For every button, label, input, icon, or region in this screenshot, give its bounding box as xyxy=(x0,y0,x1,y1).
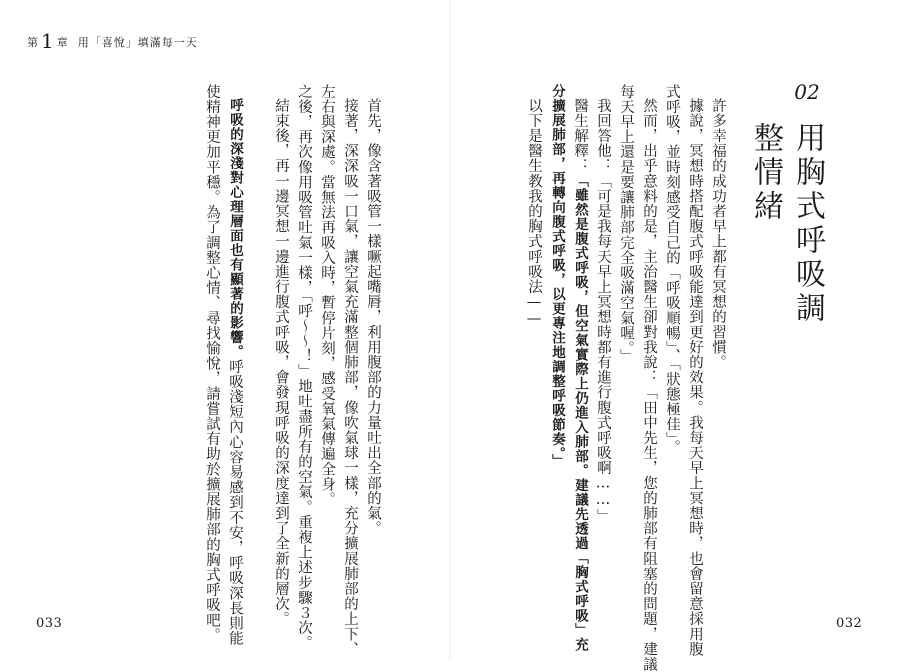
left-page-line-2: 接著，深深吸一口氣，讓空氣充滿整個肺部，像吹氣球一樣，充分擴展肺部的上下、 xyxy=(342,98,358,657)
left-page-line-5: 結束後，再一邊冥想一邊進行腹式呼吸，會發現呼吸的深度達到了全新的層次。 xyxy=(273,98,289,627)
left-page-line-1: 首先，像含著吸管一樣噘起嘴脣，利用腹部的力量吐出全部的氣。 xyxy=(365,98,381,536)
left-page-line-7: 使精神更加平穩。為了調整心情、尋找愉悅，請嘗試有助於擴展肺部的胸式呼吸吧。 xyxy=(204,84,220,643)
key-point-continuation: 呼吸淺短內心容易感到不安，呼吸深長則能 xyxy=(227,359,243,646)
right-page-line-4: 然而，出乎意料的是，主治醫生卻對我說：「田中先生，您的肺部有阻塞的問題，建議 xyxy=(641,98,657,672)
right-page-line-3: 式呼吸，並時刻感受自己的「呼吸順暢」、「狀態極佳」。 xyxy=(664,84,680,455)
doctor-explains: 醫生解釋： xyxy=(572,98,588,174)
chapter-title: 用「喜悅」填滿每一天 xyxy=(77,36,198,49)
section-title: 用胸式呼吸調整情緒 xyxy=(748,122,825,326)
right-page-line-2: 據說，冥想時搭配腹式呼吸能達到更好的效果。我每天早上冥想時，也會留意採用腹 xyxy=(687,98,703,657)
running-head xyxy=(27,29,198,53)
doctor-quote-part-2: 分擴展肺部，再轉向腹式呼吸，以更專注地調整呼吸節奏。」 xyxy=(549,84,565,469)
chapter-number: 1 xyxy=(41,29,55,53)
chapter-prefix: 第 xyxy=(27,36,39,49)
right-page-line-5: 每天早上還是要讓肺部完全吸滿空氣喔。」 xyxy=(618,84,634,364)
page-number-right: 032 xyxy=(836,616,863,631)
right-page-line-10: 以下是醫生教我的胸式呼吸法—— xyxy=(526,98,542,328)
chapter-suffix: 章 xyxy=(56,36,69,49)
key-point-statement: 呼吸的深淺對心理層面也有顯著的影響。 xyxy=(227,98,243,359)
right-page-line-7 xyxy=(569,98,591,652)
page-number-left: 033 xyxy=(36,616,63,631)
left-page-line-4: 之後，再次像用吸管吐氣一樣，「呼～～！」地吐盡所有的空氣。重複上述步驟３次。 xyxy=(296,84,312,651)
page-gutter xyxy=(449,0,451,661)
right-page-line-6: 我回答他：「可是我每天早上冥想時都有進行腹式呼吸啊……」 xyxy=(595,98,611,524)
section-number: 02 xyxy=(794,80,820,104)
doctor-quote-part-1: 「雖然是腹式呼吸，但空氣實際上仍進入肺部。建議先透過「胸式呼吸」充 xyxy=(572,173,588,652)
left-page-line-3: 左右與深處。當無法再吸入時，暫停片刻，感受氧氣傳遍全身。 xyxy=(319,84,335,507)
left-page-line-6 xyxy=(224,98,246,646)
right-page-line-1: 許多幸福的成功者早上都有冥想的習慣。 xyxy=(710,98,726,370)
